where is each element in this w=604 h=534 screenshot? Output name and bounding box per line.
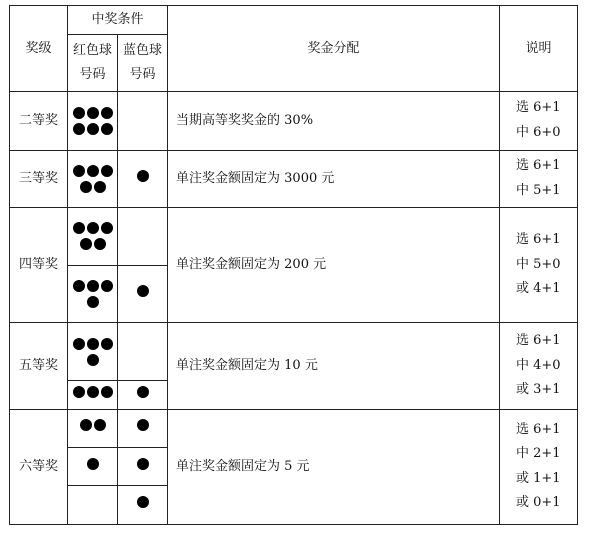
black-circle-icon: [101, 107, 113, 119]
red-balls-cell: [68, 92, 118, 150]
ball-row: [73, 123, 113, 135]
black-circle-icon: [87, 354, 99, 366]
black-circle-icon: [73, 338, 85, 350]
note-line: 或 1+1: [516, 470, 561, 486]
red-ball-group: [73, 165, 113, 193]
black-circle-icon: [101, 338, 113, 350]
prize-table: [9, 5, 578, 525]
note-cell: [500, 409, 578, 524]
red-balls-cell: [68, 150, 118, 207]
note-line: 或 3+1: [516, 382, 561, 398]
note-line: 中 2+1: [516, 446, 561, 462]
ball-row: [73, 222, 113, 234]
black-circle-icon: [80, 181, 92, 193]
header-blue-line1: 蓝色球: [123, 43, 163, 59]
red-balls-cell: [68, 265, 118, 322]
black-circle-icon: [101, 165, 113, 177]
ball-row: [137, 458, 149, 470]
black-circle-icon: [73, 386, 85, 398]
red-ball-group: [73, 338, 113, 366]
blue-balls-cell: [118, 207, 168, 265]
note-line: 选 6+1: [516, 100, 561, 116]
black-circle-icon: [87, 280, 99, 292]
ball-row: [73, 280, 113, 292]
prize-cell: 单注奖金额固定为 10 元: [168, 323, 500, 409]
note-line: 或 0+1: [516, 495, 561, 511]
red-ball-group: [73, 222, 113, 250]
blue-balls-cell: [118, 150, 168, 207]
blue-ball-group: [137, 170, 149, 182]
ball-row: [87, 296, 99, 308]
black-circle-icon: [73, 222, 85, 234]
red-balls-cell: [68, 447, 118, 485]
blue-balls-cell: [118, 92, 168, 150]
black-circle-icon: [73, 280, 85, 292]
black-circle-icon: [87, 165, 99, 177]
note-line: 选 6+1: [516, 333, 561, 349]
ball-row: [137, 419, 149, 431]
row-second-prize: [10, 92, 578, 150]
note-line: 中 5+0: [516, 256, 561, 272]
level-cell: 三等奖: [10, 150, 68, 207]
note-line: 中 4+0: [516, 357, 561, 373]
prize-cell: 单注奖金额固定为 200 元: [168, 207, 500, 322]
blue-balls-cell: [118, 485, 168, 524]
blue-ball-group: [137, 496, 149, 508]
ball-row: [73, 107, 113, 119]
prize-cell: 单注奖金额固定为 3000 元: [168, 150, 500, 207]
header-prize: 奖金分配: [168, 6, 500, 92]
black-circle-icon: [87, 458, 99, 470]
ball-row: [80, 238, 106, 250]
note-cell: [500, 207, 578, 322]
level-cell: 二等奖: [10, 92, 68, 150]
black-circle-icon: [87, 386, 99, 398]
black-circle-icon: [73, 165, 85, 177]
ball-row: [80, 419, 106, 431]
black-circle-icon: [73, 123, 85, 135]
header-note: 说明: [500, 6, 578, 92]
row-third-prize: [10, 150, 578, 207]
red-balls-cell: [68, 323, 118, 381]
black-circle-icon: [101, 222, 113, 234]
red-ball-group: [80, 419, 106, 431]
black-circle-icon: [80, 419, 92, 431]
black-circle-icon: [80, 238, 92, 250]
blue-ball-group: [137, 458, 149, 470]
ball-row: [73, 386, 113, 398]
row-fifth-prize: [10, 323, 578, 381]
header-level: 奖级: [10, 6, 68, 92]
red-balls-cell: [68, 207, 118, 265]
ball-row: [73, 165, 113, 177]
ball-row: [80, 181, 106, 193]
black-circle-icon: [137, 170, 149, 182]
header-blue-line2: 号码: [129, 67, 156, 83]
level-cell: 五等奖: [10, 323, 68, 409]
blue-balls-cell: [118, 265, 168, 322]
red-ball-group: [73, 386, 113, 398]
black-circle-icon: [137, 496, 149, 508]
note-line: 中 5+1: [516, 182, 561, 198]
black-circle-icon: [137, 285, 149, 297]
blue-ball-group: [137, 285, 149, 297]
note-line: 中 6+0: [516, 124, 561, 140]
ball-row: [73, 338, 113, 350]
red-ball-group: [73, 107, 113, 135]
red-balls-cell: [68, 409, 118, 447]
note-line: 选 6+1: [516, 158, 561, 174]
black-circle-icon: [87, 222, 99, 234]
note-cell: [500, 150, 578, 207]
black-circle-icon: [87, 338, 99, 350]
red-balls-cell: [68, 485, 118, 524]
black-circle-icon: [137, 386, 149, 398]
ball-row: [87, 458, 99, 470]
row-fourth-prize: [10, 207, 578, 265]
blue-balls-cell: [118, 447, 168, 485]
black-circle-icon: [87, 296, 99, 308]
ball-row: [137, 386, 149, 398]
blue-ball-group: [137, 419, 149, 431]
header-red-line2: 号码: [79, 67, 106, 83]
blue-balls-cell: [118, 323, 168, 381]
header-condition: 中奖条件: [68, 6, 168, 35]
note-cell: [500, 92, 578, 150]
red-ball-group: [87, 458, 99, 470]
row-sixth-prize: [10, 409, 578, 447]
level-cell: 六等奖: [10, 409, 68, 524]
note-line: 选 6+1: [516, 421, 561, 437]
black-circle-icon: [73, 107, 85, 119]
note-cell: [500, 323, 578, 409]
header-blue: [118, 35, 168, 92]
header-red-line1: 红色球: [72, 43, 112, 59]
blue-balls-cell: [118, 381, 168, 409]
ball-row: [137, 170, 149, 182]
level-cell: 四等奖: [10, 207, 68, 322]
black-circle-icon: [87, 123, 99, 135]
note-line: 选 6+1: [516, 232, 561, 248]
black-circle-icon: [137, 419, 149, 431]
blue-ball-group: [137, 386, 149, 398]
note-line: 或 4+1: [516, 281, 561, 297]
ball-row: [137, 285, 149, 297]
black-circle-icon: [101, 386, 113, 398]
red-balls-cell: [68, 381, 118, 409]
black-circle-icon: [101, 123, 113, 135]
black-circle-icon: [94, 238, 106, 250]
header-red: [68, 35, 118, 92]
black-circle-icon: [137, 458, 149, 470]
black-circle-icon: [101, 280, 113, 292]
black-circle-icon: [87, 107, 99, 119]
black-circle-icon: [94, 419, 106, 431]
blue-balls-cell: [118, 409, 168, 447]
ball-row: [87, 354, 99, 366]
red-ball-group: [73, 280, 113, 308]
black-circle-icon: [94, 181, 106, 193]
prize-cell: 单注奖金额固定为 5 元: [168, 409, 500, 524]
prize-cell: 当期高等奖奖金的 30%: [168, 92, 500, 150]
ball-row: [137, 496, 149, 508]
